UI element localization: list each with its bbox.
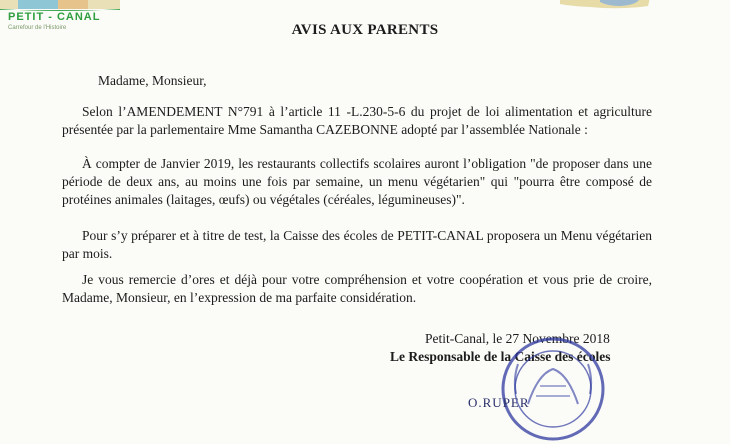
date-line: Petit-Canal, le 27 Novembre 2018 xyxy=(425,331,610,346)
paragraph-test-menu: Pour s’y préparer et à titre de test, la Caisse des écoles de PETIT-CANAL proposera un Menu végétarien par mois. xyxy=(62,228,652,261)
paragraph-closing: Je vous remercie d’ores et déjà pour votre compréhension et votre coopération et vous prie de croire, Madame, Monsieur, en l’expression de ma parfaite considération. xyxy=(62,272,652,305)
salutation: Madame, Monsieur, xyxy=(98,73,207,88)
header-banner-fragment xyxy=(560,0,650,10)
signature-name: O.RUPER xyxy=(468,395,530,410)
logo-name: PETIT - CANAL xyxy=(8,11,101,23)
paragraph-amendment: Selon l’AMENDEMENT N°791 à l’article 11 -L.230-5-6 du projet de loi alimentation et agriculture présentée par la parlementaire Mme Samantha CAZEBONNE adopté par l’assemblée Nationale : xyxy=(62,104,652,137)
document-title: AVIS AUX PARENTS xyxy=(291,22,439,38)
official-seal-icon xyxy=(498,334,608,444)
paragraph-obligation: À compter de Janvier 2019, les restaurants collectifs scolaires auront l’obligation "de proposer dans une période de deux ans, au moins une fois par semaine, un menu végétarien" qui "pourra être composé de protéines animales (laitages, œufs) ou végétales (céréales, légumineuses)". xyxy=(62,156,652,207)
logo-tagline: Carrefour de l'Histoire xyxy=(8,25,67,31)
signatory-title: Le Responsable de la Caisse des écoles xyxy=(390,349,611,364)
